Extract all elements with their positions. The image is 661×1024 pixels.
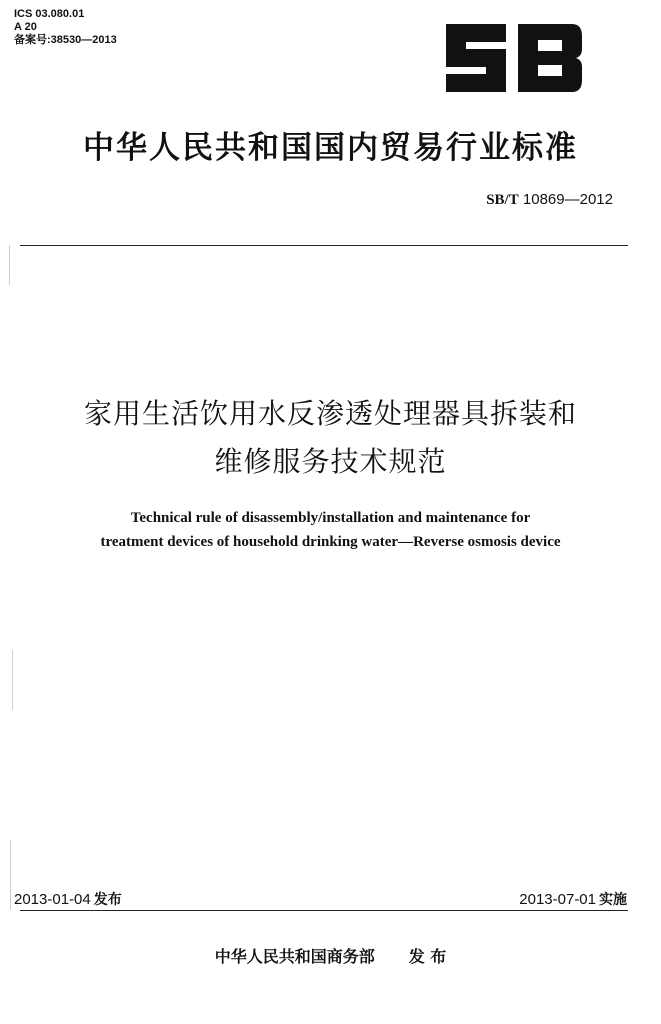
ics-number: ICS 03.080.01 — [14, 8, 85, 20]
sb-logo — [440, 18, 587, 98]
issuing-body-title: 中华人民共和国国内贸易行业标准 — [83, 130, 578, 166]
ccs-number: A 20 — [14, 21, 37, 33]
header-divider — [20, 245, 628, 246]
footer-divider — [20, 910, 628, 911]
issuer-action: 发 布 — [408, 947, 447, 966]
standard-code-prefix: SB/T — [486, 192, 519, 208]
standard-code-number: 10869—2012 — [522, 191, 613, 208]
issue-date-label: 发布 — [93, 892, 122, 908]
scan-mark — [10, 840, 11, 910]
issue-date-value: 2013-01-04 — [14, 891, 91, 908]
issuer-line — [0, 944, 661, 967]
title-cn-line2: 维修服务技术规范 — [214, 445, 447, 478]
title-en-line1: Technical rule of disassembly/installation and maintenance for — [130, 510, 531, 526]
implement-date — [519, 889, 627, 909]
implement-date-value: 2013-07-01 — [519, 891, 596, 908]
issuer-name: 中华人民共和国商务部 — [214, 947, 375, 966]
scan-mark — [12, 650, 13, 710]
implement-date-label: 实施 — [599, 892, 627, 908]
standard-code — [486, 191, 613, 209]
issue-date — [14, 889, 122, 909]
record-number: 备案号:38530—2013 — [14, 34, 117, 46]
title-cn-line1: 家用生活饮用水反渗透处理器具拆装和 — [83, 397, 577, 430]
scan-mark — [9, 245, 10, 285]
title-en-line2: treatment devices of household drinking water—Reverse osmosis device — [100, 534, 561, 550]
